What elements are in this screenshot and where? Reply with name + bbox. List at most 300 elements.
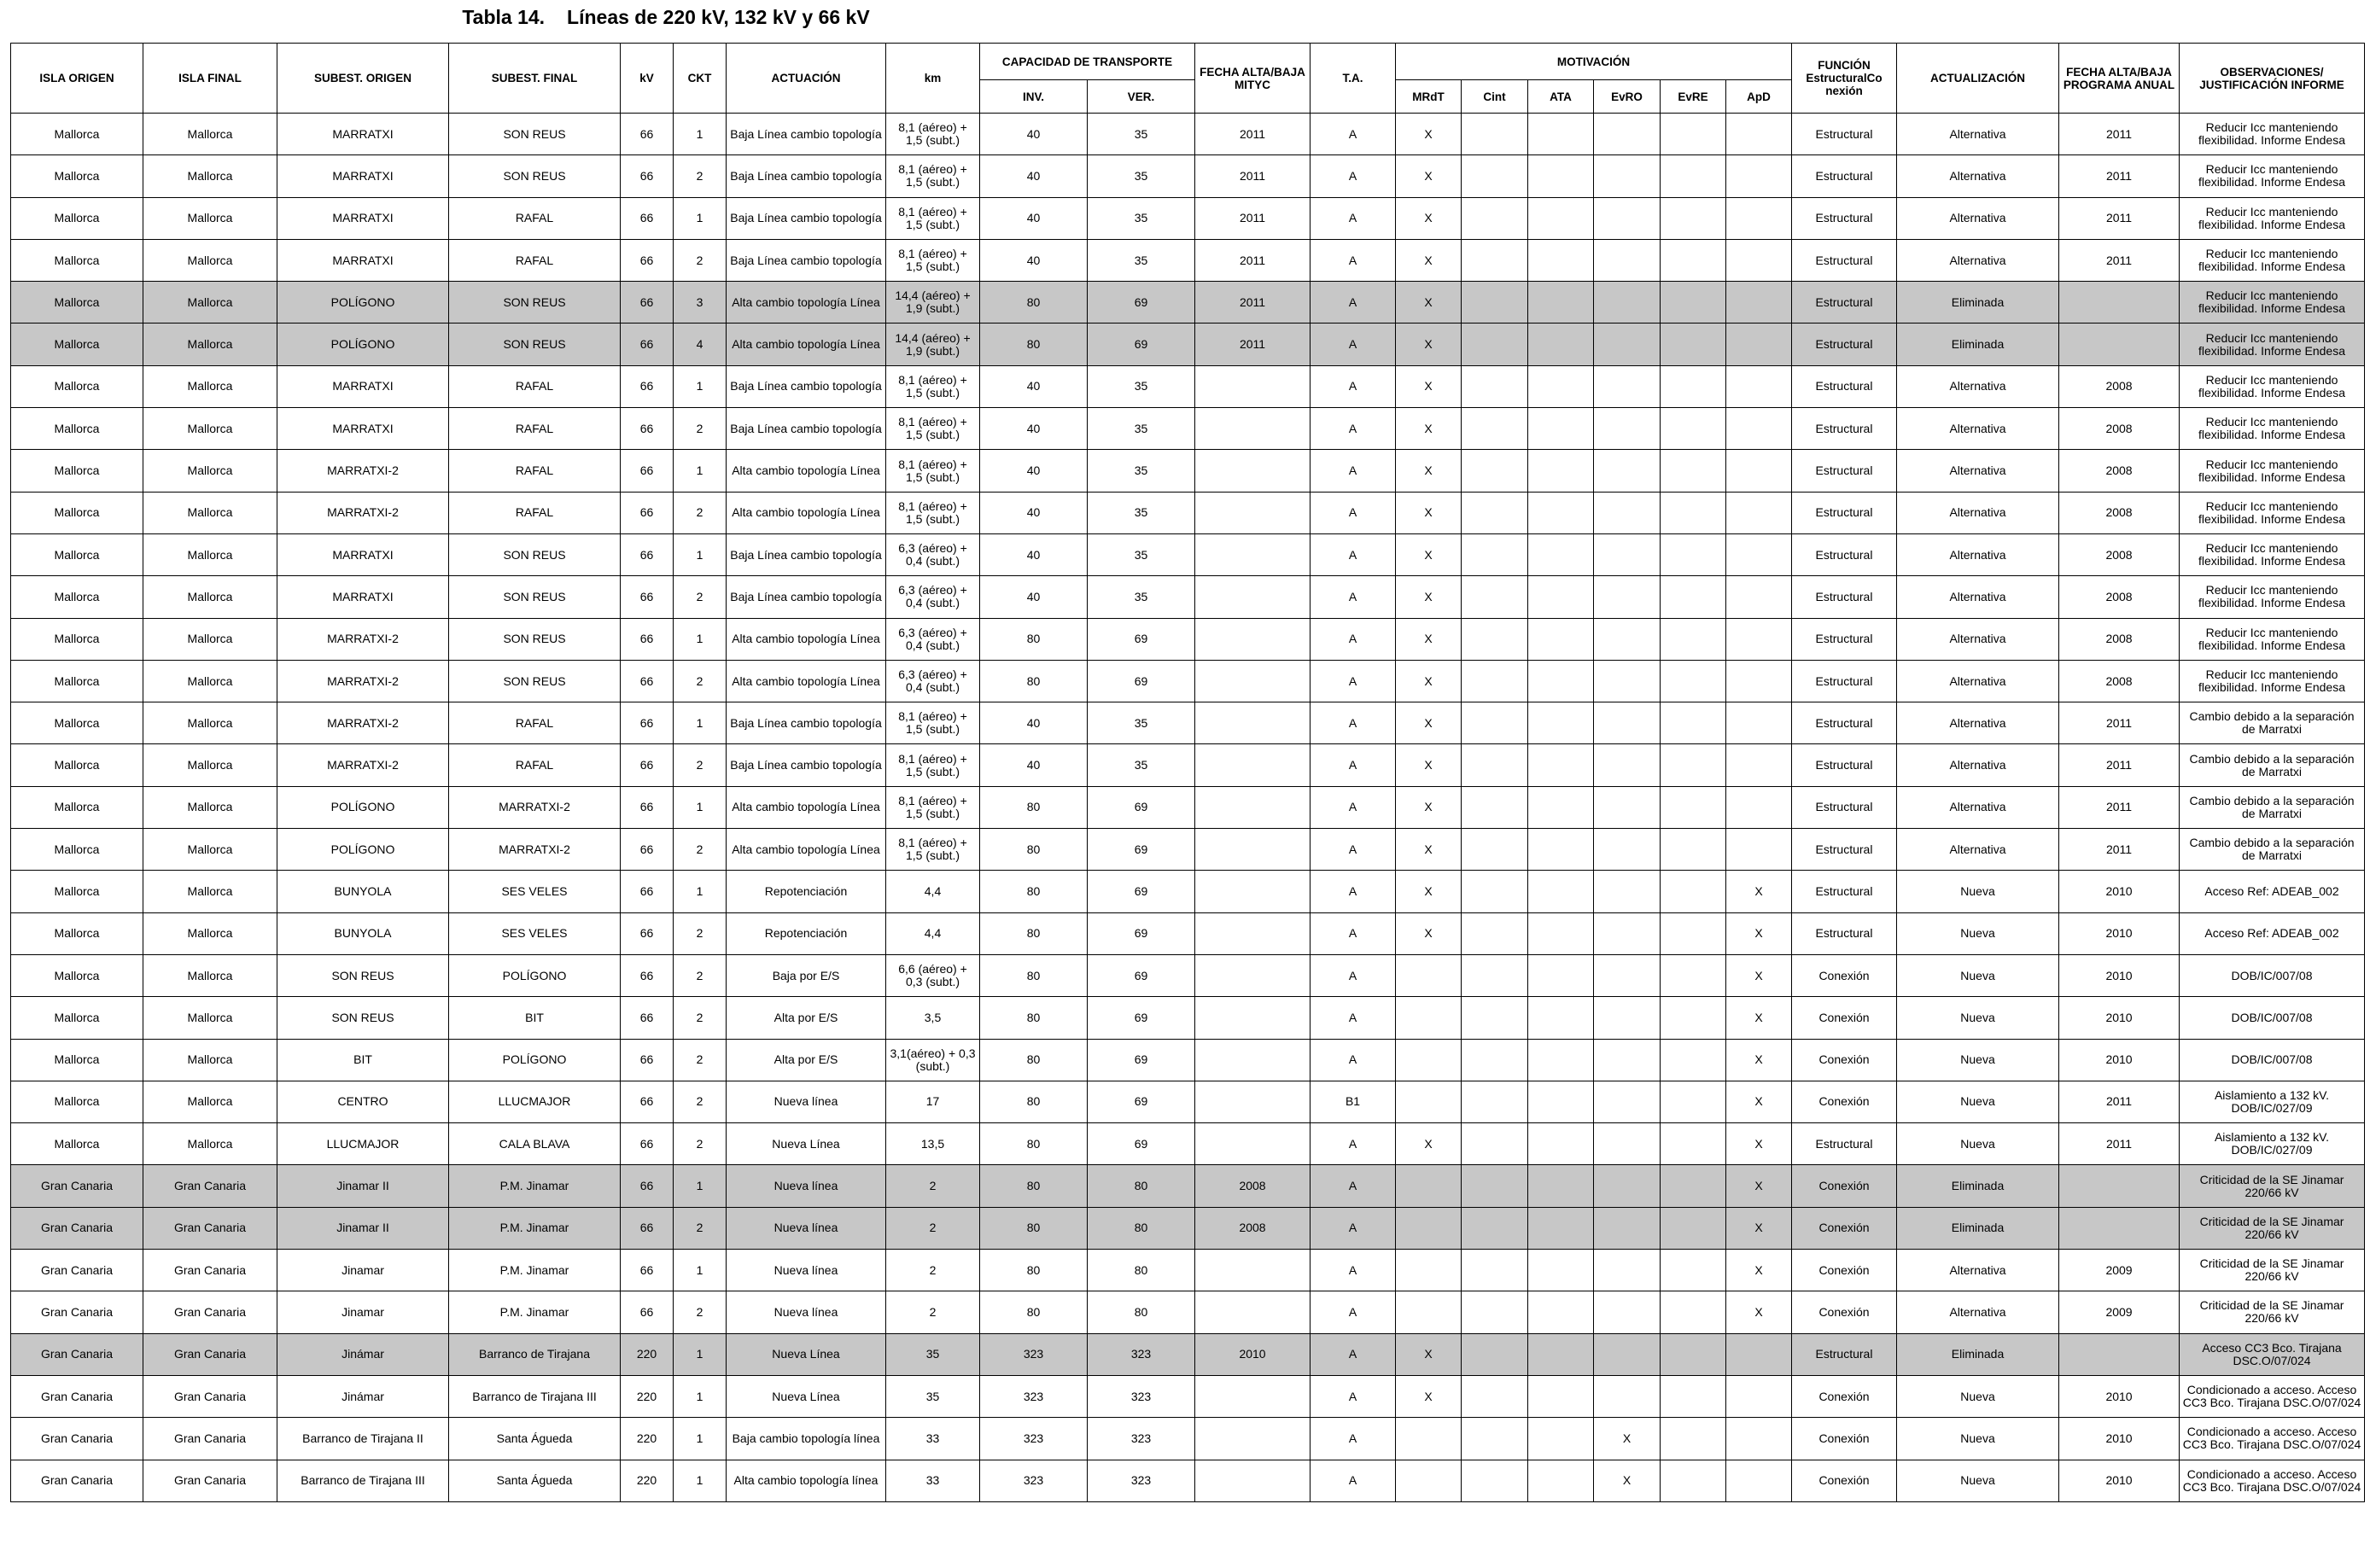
cell-actuacion: Baja Línea cambio topología (727, 408, 886, 450)
cell-mrdt (1396, 1039, 1462, 1081)
cell-mrdt: X (1396, 829, 1462, 871)
cell-km: 8,1 (aéreo) + 1,5 (subt.) (886, 155, 980, 197)
cell-kv: 66 (621, 744, 674, 786)
cell-isla-origen: Mallorca (11, 954, 143, 996)
cell-actuacion: Nueva Línea (727, 1375, 886, 1417)
cell-apd (1726, 786, 1792, 828)
cell-subest-final: SON REUS (449, 282, 621, 324)
cell-isla-final: Mallorca (143, 702, 277, 744)
table-row (11, 871, 2365, 912)
cell-evro (1594, 702, 1661, 744)
table-row (11, 197, 2365, 239)
table-row (11, 1165, 2365, 1207)
cell-mrdt: X (1396, 871, 1462, 912)
cell-funcion: Estructural (1792, 282, 1897, 324)
cell-ckt: 1 (674, 114, 727, 155)
cell-funcion: Conexión (1792, 997, 1897, 1039)
header-cint: Cint (1462, 80, 1528, 114)
cell-kv: 66 (621, 239, 674, 281)
cell-kv: 66 (621, 324, 674, 365)
cell-fecha-programa: 2008 (2059, 660, 2180, 702)
cell-inv: 80 (980, 618, 1088, 660)
cell-ta: A (1311, 114, 1396, 155)
cell-km: 13,5 (886, 1123, 980, 1165)
cell-inv: 80 (980, 1039, 1088, 1081)
header-fecha-programa: FECHA ALTA/BAJA PROGRAMA ANUAL (2059, 44, 2180, 114)
cell-fecha-programa: 2011 (2059, 197, 2180, 239)
table-row (11, 114, 2365, 155)
cell-fecha-programa: 2011 (2059, 1123, 2180, 1165)
cell-subest-final: MARRATXI-2 (449, 786, 621, 828)
table-row (11, 1207, 2365, 1249)
cell-fecha-mityc: 2011 (1195, 155, 1311, 197)
cell-evro (1594, 1165, 1661, 1207)
cell-actualizacion: Eliminada (1897, 1333, 2059, 1375)
cell-actualizacion: Alternativa (1897, 239, 2059, 281)
cell-ver: 323 (1088, 1460, 1195, 1501)
cell-actualizacion: Alternativa (1897, 450, 2059, 492)
cell-ver: 35 (1088, 450, 1195, 492)
cell-isla-origen: Mallorca (11, 197, 143, 239)
cell-isla-final: Mallorca (143, 576, 277, 618)
cell-subest-final: RAFAL (449, 744, 621, 786)
cell-actualizacion: Alternativa (1897, 492, 2059, 533)
cell-ata (1528, 492, 1594, 533)
header-evro: EvRO (1594, 80, 1661, 114)
cell-subest-final: RAFAL (449, 197, 621, 239)
cell-fecha-programa: 2010 (2059, 1460, 2180, 1501)
cell-ver: 69 (1088, 1039, 1195, 1081)
cell-km: 2 (886, 1291, 980, 1333)
cell-subest-final: RAFAL (449, 450, 621, 492)
cell-inv: 80 (980, 997, 1088, 1039)
cell-isla-origen: Gran Canaria (11, 1207, 143, 1249)
cell-ta: A (1311, 744, 1396, 786)
cell-evro (1594, 1123, 1661, 1165)
cell-subest-origen: MARRATXI (277, 239, 449, 281)
cell-km: 8,1 (aéreo) + 1,5 (subt.) (886, 365, 980, 407)
cell-fecha-mityc (1195, 912, 1311, 954)
cell-isla-final: Mallorca (143, 618, 277, 660)
cell-fecha-programa: 2008 (2059, 618, 2180, 660)
cell-ata (1528, 1250, 1594, 1291)
cell-inv: 323 (980, 1333, 1088, 1375)
cell-isla-origen: Mallorca (11, 1039, 143, 1081)
cell-subest-final: BIT (449, 997, 621, 1039)
cell-ta: A (1311, 1418, 1396, 1460)
cell-ver: 69 (1088, 660, 1195, 702)
cell-mrdt (1396, 1207, 1462, 1249)
cell-subest-final: P.M. Jinamar (449, 1291, 621, 1333)
cell-subest-origen: MARRATXI-2 (277, 744, 449, 786)
cell-funcion: Conexión (1792, 1418, 1897, 1460)
cell-apd: X (1726, 912, 1792, 954)
cell-cint (1462, 1333, 1528, 1375)
cell-km: 4,4 (886, 912, 980, 954)
cell-km: 3,5 (886, 997, 980, 1039)
cell-km: 8,1 (aéreo) + 1,5 (subt.) (886, 744, 980, 786)
cell-ver: 35 (1088, 744, 1195, 786)
cell-isla-final: Gran Canaria (143, 1291, 277, 1333)
cell-ata (1528, 1207, 1594, 1249)
cell-mrdt (1396, 1418, 1462, 1460)
cell-isla-final: Mallorca (143, 533, 277, 575)
cell-kv: 66 (621, 1291, 674, 1333)
cell-subest-final: Santa Águeda (449, 1418, 621, 1460)
cell-evro (1594, 533, 1661, 575)
cell-ver: 80 (1088, 1165, 1195, 1207)
cell-fecha-programa: 2009 (2059, 1250, 2180, 1291)
cell-ata (1528, 954, 1594, 996)
cell-subest-origen: Jinamar (277, 1250, 449, 1291)
cell-subest-final: Santa Águeda (449, 1460, 621, 1501)
header-actuacion: ACTUACIÓN (727, 44, 886, 114)
cell-isla-origen: Mallorca (11, 324, 143, 365)
cell-ver: 323 (1088, 1333, 1195, 1375)
cell-subest-final: RAFAL (449, 492, 621, 533)
cell-ta: A (1311, 1460, 1396, 1501)
cell-fecha-programa: 2011 (2059, 239, 2180, 281)
cell-actualizacion: Nueva (1897, 1460, 2059, 1501)
cell-subest-origen: SON REUS (277, 954, 449, 996)
cell-ckt: 2 (674, 155, 727, 197)
cell-actualizacion: Alternativa (1897, 197, 2059, 239)
cell-subest-origen: Barranco de Tirajana II (277, 1418, 449, 1460)
cell-cint (1462, 1207, 1528, 1249)
table-row (11, 744, 2365, 786)
cell-actuacion: Baja Línea cambio topología (727, 702, 886, 744)
cell-subest-final: P.M. Jinamar (449, 1207, 621, 1249)
cell-observaciones: DOB/IC/007/08 (2180, 997, 2365, 1039)
cell-ckt: 2 (674, 744, 727, 786)
cell-fecha-programa: 2011 (2059, 786, 2180, 828)
cell-km: 2 (886, 1250, 980, 1291)
cell-funcion: Conexión (1792, 1207, 1897, 1249)
cell-mrdt: X (1396, 786, 1462, 828)
cell-ver: 69 (1088, 954, 1195, 996)
cell-isla-origen: Gran Canaria (11, 1291, 143, 1333)
cell-ckt: 2 (674, 1291, 727, 1333)
cell-evre (1661, 492, 1726, 533)
cell-cint (1462, 1460, 1528, 1501)
cell-fecha-mityc (1195, 533, 1311, 575)
cell-evro (1594, 1291, 1661, 1333)
cell-observaciones: Cambio debido a la separación de Marratxi (2180, 786, 2365, 828)
cell-evro (1594, 492, 1661, 533)
cell-subest-origen: MARRATXI (277, 533, 449, 575)
cell-funcion: Estructural (1792, 197, 1897, 239)
cell-apd (1726, 324, 1792, 365)
cell-ta: A (1311, 1375, 1396, 1417)
cell-fecha-mityc (1195, 576, 1311, 618)
table-row (11, 1375, 2365, 1417)
cell-ta: A (1311, 450, 1396, 492)
cell-ata (1528, 1460, 1594, 1501)
cell-subest-origen: MARRATXI-2 (277, 660, 449, 702)
cell-evro (1594, 871, 1661, 912)
cell-mrdt: X (1396, 1375, 1462, 1417)
cell-km: 8,1 (aéreo) + 1,5 (subt.) (886, 450, 980, 492)
cell-evro (1594, 1207, 1661, 1249)
cell-inv: 80 (980, 786, 1088, 828)
cell-ata (1528, 282, 1594, 324)
cell-observaciones: Reducir Icc manteniendo flexibilidad. Informe Endesa (2180, 114, 2365, 155)
cell-km: 8,1 (aéreo) + 1,5 (subt.) (886, 114, 980, 155)
cell-ver: 69 (1088, 1123, 1195, 1165)
cell-actuacion: Baja Línea cambio topología (727, 365, 886, 407)
cell-evre (1661, 1123, 1726, 1165)
cell-kv: 220 (621, 1418, 674, 1460)
table-row (11, 1333, 2365, 1375)
cell-ata (1528, 155, 1594, 197)
cell-ta: B1 (1311, 1081, 1396, 1122)
cell-isla-origen: Mallorca (11, 997, 143, 1039)
cell-fecha-programa: 2010 (2059, 1039, 2180, 1081)
cell-evro (1594, 239, 1661, 281)
cell-subest-final: MARRATXI-2 (449, 829, 621, 871)
cell-evro (1594, 324, 1661, 365)
cell-subest-final: SON REUS (449, 660, 621, 702)
cell-actuacion: Alta cambio topología Línea (727, 282, 886, 324)
cell-ata (1528, 1375, 1594, 1417)
cell-subest-final: SON REUS (449, 114, 621, 155)
cell-actualizacion: Alternativa (1897, 618, 2059, 660)
cell-km: 8,1 (aéreo) + 1,5 (subt.) (886, 239, 980, 281)
cell-ata (1528, 533, 1594, 575)
cell-ta: A (1311, 997, 1396, 1039)
cell-ta: A (1311, 408, 1396, 450)
cell-apd (1726, 197, 1792, 239)
cell-actuacion: Nueva Línea (727, 1123, 886, 1165)
cell-ata (1528, 365, 1594, 407)
cell-kv: 220 (621, 1460, 674, 1501)
cell-evro (1594, 408, 1661, 450)
cell-actualizacion: Alternativa (1897, 660, 2059, 702)
cell-ckt: 2 (674, 829, 727, 871)
cell-evre (1661, 829, 1726, 871)
cell-km: 2 (886, 1165, 980, 1207)
cell-cint (1462, 1375, 1528, 1417)
cell-isla-origen: Mallorca (11, 912, 143, 954)
cell-subest-final: P.M. Jinamar (449, 1250, 621, 1291)
cell-subest-final: POLÍGONO (449, 1039, 621, 1081)
cell-funcion: Estructural (1792, 576, 1897, 618)
cell-fecha-programa: 2008 (2059, 576, 2180, 618)
header-motivacion: MOTIVACIÓN (1396, 44, 1792, 80)
table-row (11, 408, 2365, 450)
cell-actuacion: Alta cambio topología Línea (727, 786, 886, 828)
cell-cint (1462, 576, 1528, 618)
cell-mrdt (1396, 1250, 1462, 1291)
cell-actuacion: Nueva Línea (727, 1333, 886, 1375)
cell-fecha-mityc (1195, 1123, 1311, 1165)
cell-subest-origen: Jinámar (277, 1375, 449, 1417)
cell-ta: A (1311, 702, 1396, 744)
cell-actualizacion: Alternativa (1897, 576, 2059, 618)
cell-fecha-mityc (1195, 954, 1311, 996)
cell-fecha-programa: 2010 (2059, 1418, 2180, 1460)
cell-cint (1462, 114, 1528, 155)
cell-ata (1528, 450, 1594, 492)
table-row (11, 829, 2365, 871)
cell-subest-origen: Jinamar (277, 1291, 449, 1333)
cell-ver: 69 (1088, 912, 1195, 954)
cell-actualizacion: Eliminada (1897, 1165, 2059, 1207)
cell-fecha-mityc (1195, 997, 1311, 1039)
cell-evre (1661, 1375, 1726, 1417)
cell-actualizacion: Alternativa (1897, 408, 2059, 450)
cell-actuacion: Alta cambio topología Línea (727, 492, 886, 533)
cell-evre (1661, 1333, 1726, 1375)
cell-ver: 35 (1088, 702, 1195, 744)
cell-mrdt: X (1396, 114, 1462, 155)
cell-actualizacion: Alternativa (1897, 1250, 2059, 1291)
cell-evro (1594, 1333, 1661, 1375)
cell-kv: 66 (621, 492, 674, 533)
cell-actualizacion: Alternativa (1897, 786, 2059, 828)
cell-apd (1726, 1460, 1792, 1501)
cell-subest-origen: MARRATXI-2 (277, 450, 449, 492)
cell-evre (1661, 1207, 1726, 1249)
cell-funcion: Estructural (1792, 239, 1897, 281)
cell-evre (1661, 997, 1726, 1039)
cell-ver: 323 (1088, 1418, 1195, 1460)
cell-fecha-mityc: 2011 (1195, 197, 1311, 239)
cell-evre (1661, 114, 1726, 155)
cell-actualizacion: Eliminada (1897, 324, 2059, 365)
cell-subest-origen: POLÍGONO (277, 829, 449, 871)
cell-observaciones: Criticidad de la SE Jinamar 220/66 kV (2180, 1165, 2365, 1207)
cell-fecha-programa: 2010 (2059, 997, 2180, 1039)
cell-ver: 35 (1088, 114, 1195, 155)
cell-kv: 66 (621, 450, 674, 492)
table-row (11, 450, 2365, 492)
cell-isla-origen: Mallorca (11, 282, 143, 324)
cell-mrdt: X (1396, 239, 1462, 281)
cell-actuacion: Alta cambio topología Línea (727, 450, 886, 492)
cell-actuacion: Nueva línea (727, 1081, 886, 1122)
cell-fecha-mityc (1195, 1250, 1311, 1291)
cell-observaciones: Reducir Icc manteniendo flexibilidad. Informe Endesa (2180, 618, 2365, 660)
cell-isla-final: Mallorca (143, 829, 277, 871)
cell-ata (1528, 660, 1594, 702)
cell-evro (1594, 912, 1661, 954)
cell-mrdt: X (1396, 197, 1462, 239)
cell-funcion: Conexión (1792, 1039, 1897, 1081)
cell-actuacion: Baja Línea cambio topología (727, 155, 886, 197)
cell-isla-final: Mallorca (143, 114, 277, 155)
cell-funcion: Conexión (1792, 1250, 1897, 1291)
cell-funcion: Estructural (1792, 533, 1897, 575)
cell-evro (1594, 660, 1661, 702)
cell-actualizacion: Nueva (1897, 871, 2059, 912)
cell-subest-final: SON REUS (449, 533, 621, 575)
cell-fecha-mityc (1195, 786, 1311, 828)
cell-observaciones: Reducir Icc manteniendo flexibilidad. Informe Endesa (2180, 492, 2365, 533)
cell-mrdt: X (1396, 492, 1462, 533)
cell-ta: A (1311, 533, 1396, 575)
cell-observaciones: Aislamiento a 132 kV. DOB/IC/027/09 (2180, 1081, 2365, 1122)
cell-subest-final: SON REUS (449, 324, 621, 365)
cell-evre (1661, 954, 1726, 996)
table-row (11, 1460, 2365, 1501)
cell-evre (1661, 786, 1726, 828)
cell-actuacion: Baja cambio topología línea (727, 1418, 886, 1460)
cell-evro: X (1594, 1418, 1661, 1460)
cell-evro (1594, 1250, 1661, 1291)
cell-fecha-mityc (1195, 744, 1311, 786)
cell-ver: 35 (1088, 576, 1195, 618)
cell-mrdt: X (1396, 1123, 1462, 1165)
cell-ata (1528, 744, 1594, 786)
cell-kv: 66 (621, 1207, 674, 1249)
cell-kv: 66 (621, 954, 674, 996)
cell-ver: 69 (1088, 871, 1195, 912)
cell-apd (1726, 533, 1792, 575)
cell-evre (1661, 1165, 1726, 1207)
cell-isla-origen: Mallorca (11, 829, 143, 871)
cell-funcion: Estructural (1792, 155, 1897, 197)
cell-subest-origen: BUNYOLA (277, 912, 449, 954)
cell-ckt: 2 (674, 912, 727, 954)
cell-cint (1462, 197, 1528, 239)
cell-ckt: 4 (674, 324, 727, 365)
cell-fecha-mityc: 2010 (1195, 1333, 1311, 1375)
cell-evre (1661, 365, 1726, 407)
cell-ta: A (1311, 1039, 1396, 1081)
cell-actuacion: Nueva línea (727, 1165, 886, 1207)
cell-subest-final: P.M. Jinamar (449, 1165, 621, 1207)
cell-isla-origen: Mallorca (11, 871, 143, 912)
cell-apd (1726, 114, 1792, 155)
cell-cint (1462, 155, 1528, 197)
cell-km: 14,4 (aéreo) + 1,9 (subt.) (886, 324, 980, 365)
cell-ckt: 1 (674, 1333, 727, 1375)
table-row (11, 155, 2365, 197)
cell-fecha-mityc (1195, 829, 1311, 871)
header-ver: VER. (1088, 80, 1195, 114)
cell-fecha-programa: 2011 (2059, 114, 2180, 155)
cell-funcion: Conexión (1792, 1460, 1897, 1501)
cell-ckt: 2 (674, 1039, 727, 1081)
cell-cint (1462, 239, 1528, 281)
cell-kv: 66 (621, 702, 674, 744)
cell-subest-final: CALA BLAVA (449, 1123, 621, 1165)
cell-funcion: Conexión (1792, 1081, 1897, 1122)
cell-isla-origen: Gran Canaria (11, 1460, 143, 1501)
cell-actualizacion: Nueva (1897, 997, 2059, 1039)
cell-evro (1594, 786, 1661, 828)
cell-ata (1528, 114, 1594, 155)
cell-apd: X (1726, 1165, 1792, 1207)
cell-actualizacion: Alternativa (1897, 114, 2059, 155)
cell-apd (1726, 155, 1792, 197)
cell-evro (1594, 114, 1661, 155)
cell-ata (1528, 1039, 1594, 1081)
cell-evre (1661, 618, 1726, 660)
cell-isla-final: Mallorca (143, 365, 277, 407)
cell-isla-final: Gran Canaria (143, 1418, 277, 1460)
cell-inv: 40 (980, 239, 1088, 281)
cell-cint (1462, 744, 1528, 786)
cell-isla-final: Gran Canaria (143, 1375, 277, 1417)
cell-evre (1661, 197, 1726, 239)
cell-km: 8,1 (aéreo) + 1,5 (subt.) (886, 702, 980, 744)
cell-cint (1462, 1418, 1528, 1460)
cell-fecha-mityc (1195, 702, 1311, 744)
cell-funcion: Estructural (1792, 786, 1897, 828)
cell-mrdt: X (1396, 155, 1462, 197)
